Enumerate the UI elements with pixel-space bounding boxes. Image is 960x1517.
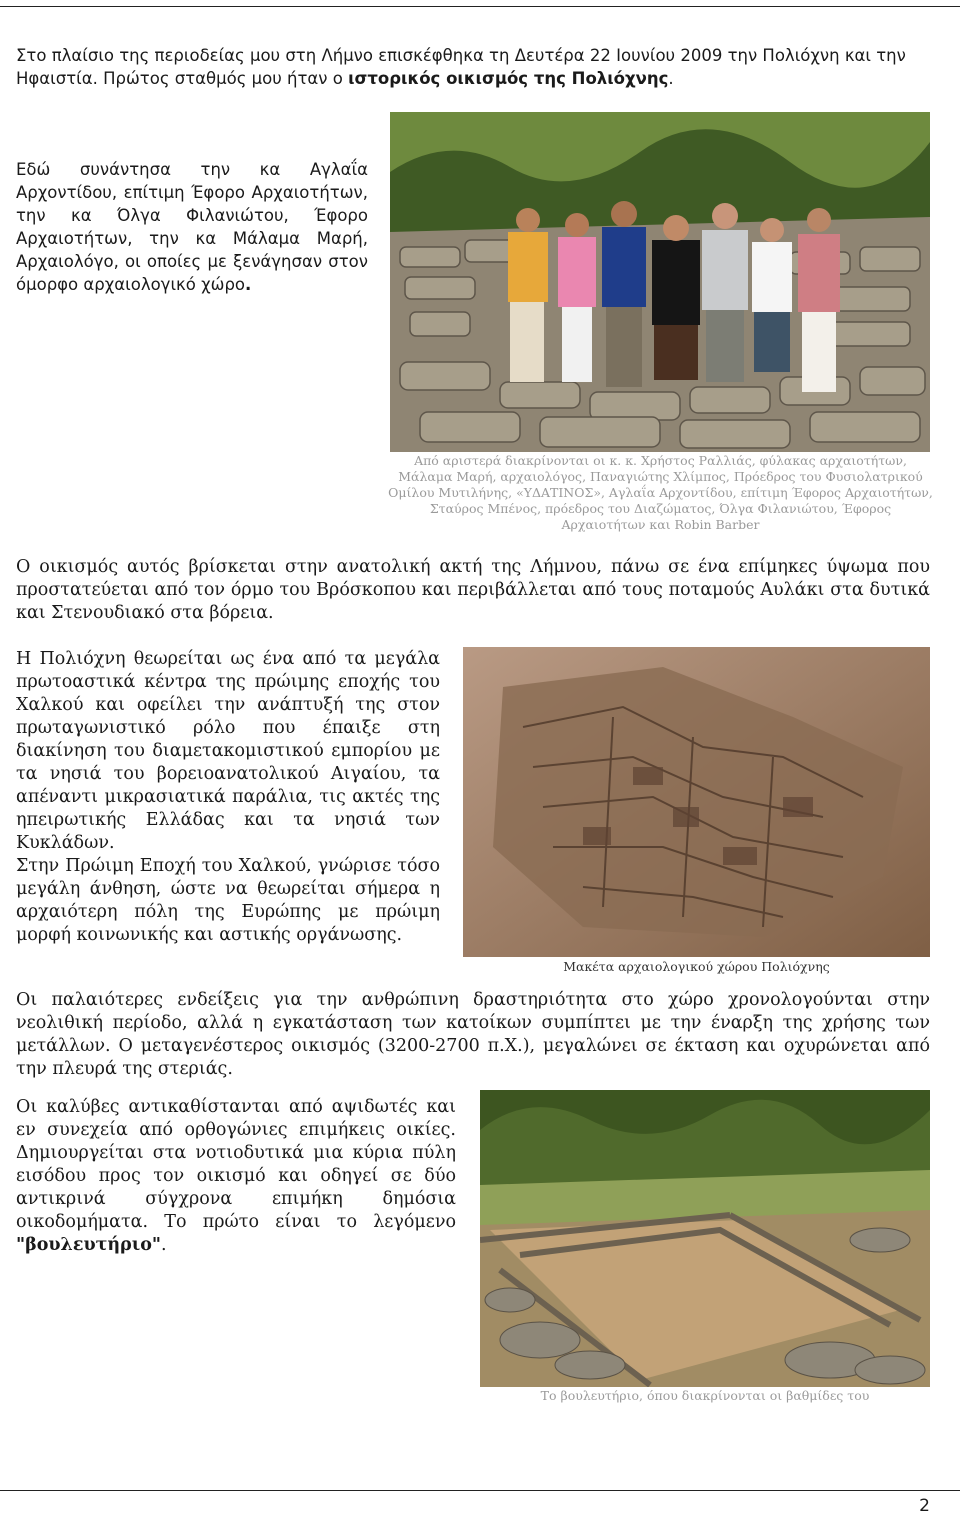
site-model-caption: Μακέτα αρχαιολογικού χώρου Πολιόχνης (563, 959, 830, 974)
intro-paragraph (16, 44, 931, 90)
footer-rule (0, 1490, 960, 1491)
bouleuterion-photo (480, 1090, 930, 1387)
meeting-end: . (245, 275, 252, 294)
group-photo (390, 112, 930, 452)
intro-text: Στο πλαίσιο της περιοδείας μου στη Λήμνο επισκέφθηκα τη Δευτέρα 22 Ιουνίου 2009 την Πολιόχνη και την Ηφαιστία. Πρώτος σταθμός μου ήταν ο (16, 46, 906, 88)
page-number: 2 (919, 1496, 930, 1516)
huts-end: . (161, 1235, 167, 1255)
group-photo-caption: Από αριστερά διακρίνονται οι κ. κ. Χρήστος Ραλλιάς, φύλακας αρχαιοτήτων, Μάλαμα Μαρή, αρχαιολόγος, Παναγιώτης Χλίμπος, Πρόεδρος του Φυσιολατρικού Ομίλου Μυτιλήνης, «ΥΔΑΤΙΝΟΣ», Αγλαΐα Αρχοντίδου, επίτιμη Έφορος Αρχαιοτήτων, Σταύρος Μπένος, πρόεδρος του Διαζώματος, Όλγα Φιλανιώτου, Έφορος Αρχαιοτήτων και Robin Barber (388, 453, 933, 532)
center-paragraph-2: Στην Πρώιμη Εποχή του Χαλκού, γνώρισε τόσο μεγάλη άνθηση, ώστε να θεωρείται σήμερα η αρχαιότερη πόλη της Ευρώπης με πρώιμη μορφή κοινωνικής και αστικής οργάνωσης. (16, 856, 440, 945)
meeting-text: Εδώ συνάντησα την κα Αγλαΐα Αρχοντίδου, επίτιμη Έφορο Αρχαιοτήτων, την κα Όλγα Φιλανιώτου, Έφορο Αρχαιοτήτων, την κα Μάλαμα Μαρή, Αρχαιολόγο, οι οποίες με ξενάγησαν στον όμορφο αρχαιολογικό χώρο (16, 160, 368, 294)
evidence-paragraph: Οι παλαιότερες ενδείξεις για την ανθρώπινη δραστηριότητα στο χώρο χρονολογούνται στην νεολιθική περίοδο, αλλά η εγκατάσταση των κατοίκων συμπίπτει με την έναρξη της χρήσης των μετάλλων. Ο μεταγενέστερος οικισμός (3200-2700 π.Χ.), μεγαλώνει σε έκταση και οχυρώνεται από την πλευρά της στεριάς. (16, 990, 930, 1079)
top-rule (0, 6, 960, 7)
center-paragraph-1: Η Πολιόχνη θεωρείται ως ένα από τα μεγάλα πρωτοαστικά κέντρα της πρώιμης εποχής του Χαλκού και οφείλει την ανάπτυξή της στον πρωταγωνιστικό ρόλο που έπαιξε στη διακίνηση του διαμετακομιστικού εμπορίου με τα νησιά του βορειοανατολικού Αιγαίου, τα απέναντι μικρασιατικά παράλια, τις ακτές της ηπειρωτικής Ελλάδας και τα νησιά των Κυκλάδων. (16, 649, 440, 853)
huts-bold: "βουλευτήριο" (16, 1235, 161, 1255)
center-text (16, 648, 440, 947)
huts-paragraph (16, 1096, 456, 1257)
bouleuterion-caption: Το βουλευτήριο, όπου διακρίνονται οι βαθμίδες του (540, 1388, 870, 1403)
intro-bold: ιστορικός οικισμός της Πολιόχνης (348, 69, 669, 88)
location-paragraph: Ο οικισμός αυτός βρίσκεται στην ανατολική ακτή της Λήμνου, πάνω σε ένα επίμηκες ύψωμα που προστατεύεται από τον όρμο του Βρόσκοπου και περιβάλλεται από τους ποταμούς Αυλάκι στα δυτικά και Στενουδιακό στα βόρεια. (16, 557, 930, 623)
site-model-photo (463, 647, 930, 957)
intro-end: . (668, 69, 674, 88)
meeting-paragraph (16, 158, 368, 296)
huts-text: Οι καλύβες αντικαθίστανται από αψιδωτές και εν συνεχεία από ορθογώνιες επιμήκεις οικίες. Δημιουργείται στα νοτιοδυτικά μια κύρια πύλη εισόδου προς τον οικισμό και οδηγεί σε δύο αντικρινά σύγχρονα επιμήκη δημόσια οικοδομήματα. Το πρώτο είναι το λεγόμενο (16, 1097, 456, 1232)
